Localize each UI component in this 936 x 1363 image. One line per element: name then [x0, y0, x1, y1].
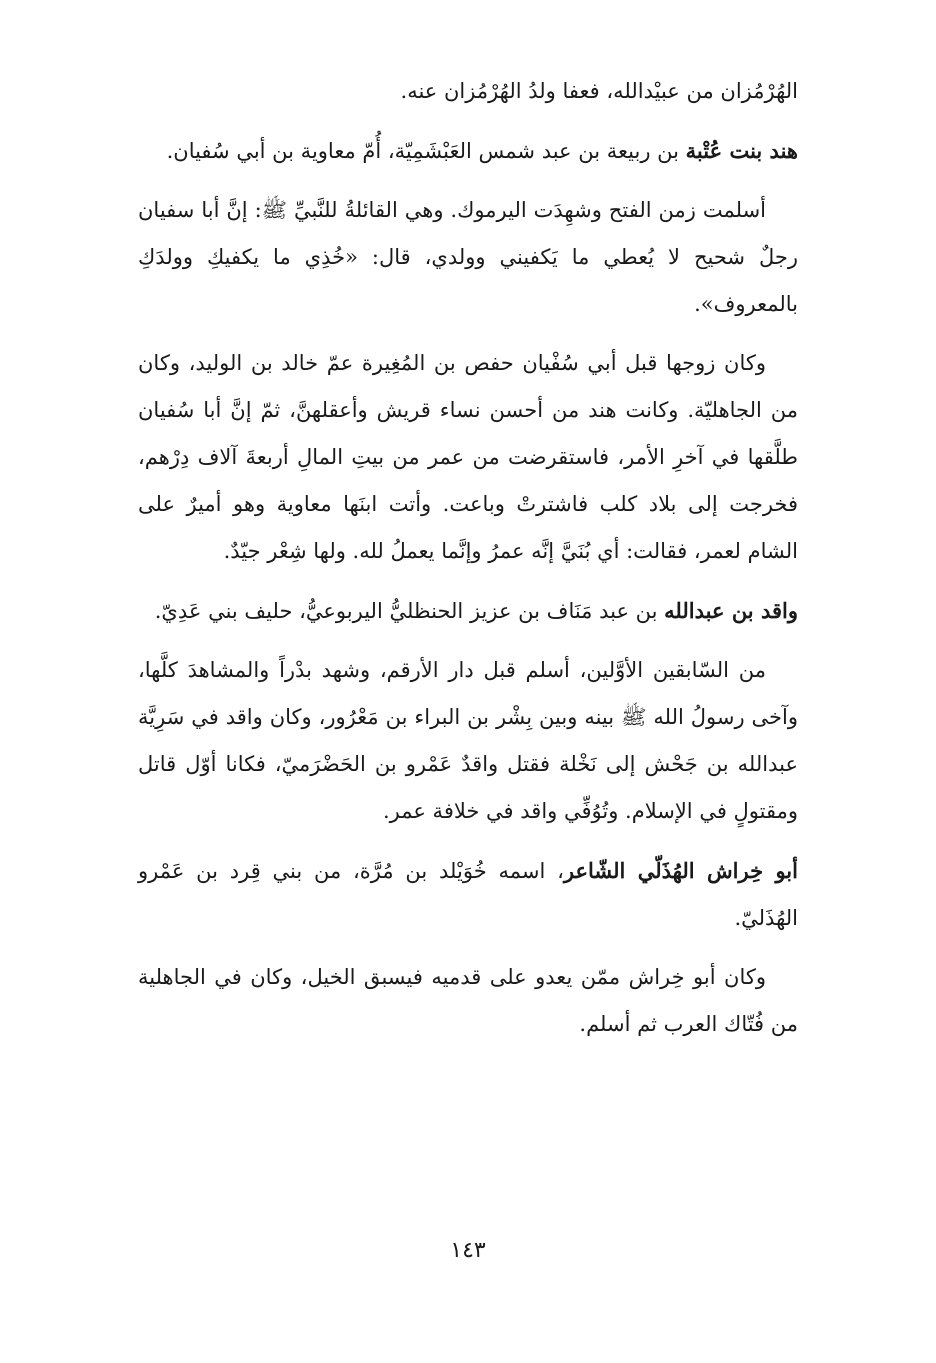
- paragraph-text: من السّابقين الأوَّلين، أسلم قبل دار الأرقم، وشهد بدْراً والمشاهدَ كلَّها، وآخى رسولُ الله ﷺ بينه وبين بِشْر بن البراء بن مَعْرُور، وكان واقد في سَرِيَّة عبدالله بن جَحْش إلى نَخْلة فقتل واقدٌ عَمْرو بن الحَضْرَميّ، فكانا أوّل قاتل ومقتولٍ في الإسلام. وتُوُفِّي واقد في خلافة عمر.: [138, 658, 798, 823]
- paragraph-hind-islam: [138, 187, 798, 328]
- paragraph-text: أسلمت زمن الفتح وشهِدَت اليرموك. وهي القائلةُ للنَّبيِّ ﷺ: إنَّ أبا سفيان رجلٌ شحيح لا يُعطي ما يَكفيني وولدي، قال: «خُذِي ما يكفيكِ وولدَكِ بالمعروف».: [138, 198, 798, 316]
- entry-text: بن ربيعة بن عبد شمس العَبْشَمِيّة، أُمّ معاوية بن أبي سُفيان.: [166, 139, 686, 163]
- paragraph-abu-khirash-bio: [138, 954, 798, 1048]
- paragraph-text: وكان أبو خِراش ممّن يعدو على قدميه فيسبق الخيل، وكان في الجاهلية من فُتّاك العرب ثم أسلم.: [138, 965, 798, 1036]
- page-body: [138, 68, 798, 1060]
- paragraph-waqid-bio: [138, 647, 798, 835]
- entry-heading: أبو خِراش الهُذَلّي الشّاعر: [563, 858, 798, 883]
- page-number: ١٤٣: [450, 1238, 486, 1263]
- entry-waqid: [138, 587, 798, 635]
- paragraph-text: وكان زوجها قبل أبي سُفْيان حفص بن المُغِيرة عمّ خالد بن الوليد، وكان من الجاهليّة. وكانت هند من أحسن نساء قريش وأعقلهنَّ، ثمّ إنَّ أبا سُفيان طلَّقها في آخرِ الأمر، فاستقرضت من عمر من بيتِ المالِ أربعةَ آلاف دِرْهم، فخرجت إلى بلاد كلب فاشترتْ وباعت. وأتت ابنَها معاوية وهو أميرٌ على الشام لعمر، فقالت: أي بُنَيَّ إنَّه عمرُ وإنَّما يعملُ لله. ولها شِعْر جيّدٌ.: [138, 351, 798, 563]
- entry-heading: هند بنت عُتْبة: [685, 138, 798, 163]
- entry-heading: واقد بن عبدالله: [664, 598, 798, 623]
- entry-text: ، اسمه خُوَيْلد بن مُرَّة، من بني قِرد بن عَمْرو الهُذَليّ.: [138, 859, 798, 930]
- entry-hind: [138, 127, 798, 175]
- paragraph-hind-marriage: [138, 340, 798, 575]
- entry-abu-khirash: [138, 847, 798, 942]
- paragraph-text: الهُرْمُزان من عبيْدالله، فعفا ولدُ الهُرْمُزان عنه.: [400, 79, 798, 103]
- paragraph-hurmuzan: [138, 68, 798, 115]
- entry-text: بن عبد مَنَاف بن عزيز الحنظليُّ اليربوعيُّ، حليف بني عَدِيّ.: [154, 599, 665, 623]
